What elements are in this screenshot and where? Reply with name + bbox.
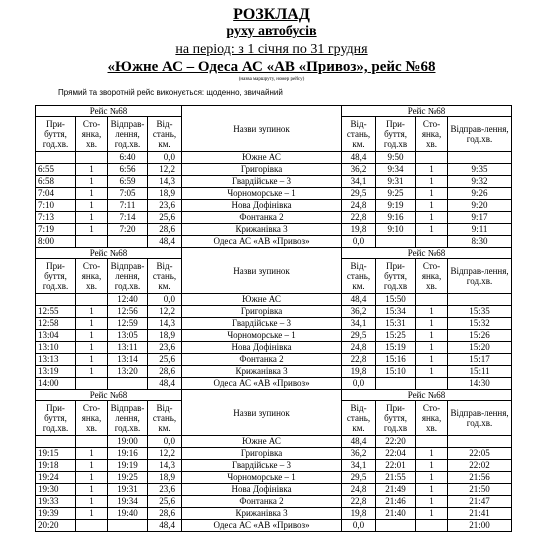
col-distance-return-header: Від-стань, км. — [342, 401, 376, 436]
return-departure-cell — [448, 436, 512, 448]
return-departure-cell: 8:30 — [448, 236, 512, 248]
return-stop-cell: 1 — [416, 188, 448, 200]
schedule-row — [36, 212, 512, 224]
schedule-row — [36, 188, 512, 200]
return-stop-cell — [416, 436, 448, 448]
col-distance-return-header: Від-стань, км. — [342, 259, 376, 294]
stop-name-cell: Одеса АС «АВ «Привоз» — [182, 520, 342, 532]
col-arrival-header: При-буття, год.хв. — [36, 401, 76, 436]
return-distance-cell: 36,2 — [342, 164, 376, 176]
trip-title-row — [36, 106, 512, 117]
col-distance-header: Від-стань, км. — [148, 401, 182, 436]
stop-name-cell: Григорівка — [182, 306, 342, 318]
distance-cell: 48,4 — [148, 236, 182, 248]
col-arrival-header: При-буття, год.хв. — [36, 117, 76, 152]
departure-cell: 19:00 — [108, 436, 148, 448]
distance-cell: 0,0 — [148, 152, 182, 164]
stop-cell: 1 — [76, 318, 108, 330]
return-arrival-cell: 21:49 — [376, 484, 416, 496]
stop-name-cell: Чорноморське – 1 — [182, 472, 342, 484]
departure-cell: 19:40 — [108, 508, 148, 520]
stop-name-cell: Крижанівка 3 — [182, 366, 342, 378]
distance-cell: 12,2 — [148, 164, 182, 176]
return-stop-cell — [416, 152, 448, 164]
return-departure-cell: 21:50 — [448, 484, 512, 496]
distance-cell: 23,6 — [148, 484, 182, 496]
distance-cell: 18,9 — [148, 472, 182, 484]
return-distance-cell: 0,0 — [342, 236, 376, 248]
distance-cell: 0,0 — [148, 436, 182, 448]
distance-cell: 23,6 — [148, 342, 182, 354]
return-arrival-cell: 15:50 — [376, 294, 416, 306]
return-distance-cell: 34,1 — [342, 318, 376, 330]
return-stop-cell: 1 — [416, 496, 448, 508]
departure-cell: 6:40 — [108, 152, 148, 164]
stop-cell: 1 — [76, 176, 108, 188]
stop-name-cell: Одеса АС «АВ «Привоз» — [182, 378, 342, 390]
arrival-cell: 19:39 — [36, 508, 76, 520]
return-stop-cell: 1 — [416, 212, 448, 224]
arrival-cell: 13:10 — [36, 342, 76, 354]
col-arrival-return-header: При-буття, год.хв — [376, 259, 416, 294]
document-title: РОЗКЛАД — [233, 6, 310, 23]
arrival-cell: 12:55 — [36, 306, 76, 318]
stop-name-cell: Крижанівка 3 — [182, 224, 342, 236]
arrival-cell: 13:13 — [36, 354, 76, 366]
departure-cell: 6:59 — [108, 176, 148, 188]
return-distance-cell: 0,0 — [342, 378, 376, 390]
distance-cell: 28,6 — [148, 508, 182, 520]
document-subtitle: руху автобусів — [226, 24, 317, 39]
departure-cell: 12:59 — [108, 318, 148, 330]
return-stop-cell: 1 — [416, 460, 448, 472]
stop-cell: 1 — [76, 460, 108, 472]
col-stop-header: Сто-янка, хв. — [76, 401, 108, 436]
departure-cell: 13:20 — [108, 366, 148, 378]
trip-title-row — [36, 390, 512, 401]
col-departure-return-header: Відправ-лення, год.хв. — [448, 259, 512, 294]
return-arrival-cell: 22:04 — [376, 448, 416, 460]
return-stop-cell — [416, 236, 448, 248]
arrival-cell: 19:24 — [36, 472, 76, 484]
stop-cell — [76, 294, 108, 306]
stop-cell: 1 — [76, 224, 108, 236]
schedule-row — [36, 164, 512, 176]
stop-name-cell: Фонтанка 2 — [182, 496, 342, 508]
return-stop-cell: 1 — [416, 366, 448, 378]
return-distance-cell: 22,8 — [342, 354, 376, 366]
schedule-row — [36, 520, 512, 532]
return-distance-cell: 48,4 — [342, 436, 376, 448]
schedule-row — [36, 366, 512, 378]
arrival-cell: 19:18 — [36, 460, 76, 472]
return-arrival-cell — [376, 378, 416, 390]
trip-title-row — [36, 248, 512, 259]
departure-cell: 12:56 — [108, 306, 148, 318]
return-distance-cell: 36,2 — [342, 306, 376, 318]
arrival-cell: 7:13 — [36, 212, 76, 224]
col-arrival-header: При-буття, год.хв. — [36, 259, 76, 294]
schedule-row — [36, 496, 512, 508]
return-arrival-cell — [376, 520, 416, 532]
schedule-table — [35, 105, 512, 532]
departure-cell — [108, 236, 148, 248]
schedule-row — [36, 306, 512, 318]
arrival-cell — [36, 294, 76, 306]
arrival-cell: 14:00 — [36, 378, 76, 390]
return-departure-cell: 22:02 — [448, 460, 512, 472]
return-distance-cell: 29,5 — [342, 472, 376, 484]
stop-cell: 1 — [76, 330, 108, 342]
distance-cell: 12,2 — [148, 448, 182, 460]
stop-name-cell: Южне АС — [182, 294, 342, 306]
return-distance-cell: 19,8 — [342, 508, 376, 520]
schedule-row — [36, 354, 512, 366]
distance-cell: 48,4 — [148, 520, 182, 532]
stop-cell: 1 — [76, 366, 108, 378]
arrival-cell: 19:33 — [36, 496, 76, 508]
return-departure-cell: 15:35 — [448, 306, 512, 318]
departure-cell: 7:20 — [108, 224, 148, 236]
arrival-cell: 7:19 — [36, 224, 76, 236]
stop-name-cell: Григорівка — [182, 448, 342, 460]
stop-cell: 1 — [76, 354, 108, 366]
col-stop-header: Сто-янка, хв. — [76, 259, 108, 294]
schedule-row — [36, 200, 512, 212]
col-arrival-return-header: При-буття, год.хв — [376, 117, 416, 152]
arrival-cell: 8:00 — [36, 236, 76, 248]
stop-cell — [76, 236, 108, 248]
departure-cell: 13:11 — [108, 342, 148, 354]
return-departure-cell: 9:35 — [448, 164, 512, 176]
return-stop-cell: 1 — [416, 342, 448, 354]
schedule-row — [36, 342, 512, 354]
return-departure-cell: 15:17 — [448, 354, 512, 366]
schedule-row — [36, 318, 512, 330]
period-line: на період: з 1 січня по 31 грудня — [175, 42, 368, 57]
trip-label-left: Рейс №68 — [36, 248, 182, 259]
stops-header: Назви зупинок — [182, 106, 342, 152]
schedule-row — [36, 472, 512, 484]
col-departure-header: Відправ-лення, год.хв. — [108, 117, 148, 152]
trip-label-right: Рейс №68 — [342, 248, 512, 259]
return-stop-cell: 1 — [416, 448, 448, 460]
return-departure-cell: 15:20 — [448, 342, 512, 354]
return-arrival-cell: 15:25 — [376, 330, 416, 342]
departure-cell: 19:34 — [108, 496, 148, 508]
schedule-row — [36, 448, 512, 460]
arrival-cell: 19:15 — [36, 448, 76, 460]
schedule-row — [36, 294, 512, 306]
distance-cell: 23,6 — [148, 200, 182, 212]
return-departure-cell: 14:30 — [448, 378, 512, 390]
return-departure-cell: 9:17 — [448, 212, 512, 224]
stop-cell: 1 — [76, 484, 108, 496]
return-departure-cell: 9:26 — [448, 188, 512, 200]
return-arrival-cell: 15:31 — [376, 318, 416, 330]
return-distance-cell: 29,5 — [342, 188, 376, 200]
return-arrival-cell: 9:31 — [376, 176, 416, 188]
trip-label-right: Рейс №68 — [342, 390, 512, 401]
stop-name-cell: Крижанівка 3 — [182, 508, 342, 520]
distance-cell: 14,3 — [148, 460, 182, 472]
return-arrival-cell: 22:01 — [376, 460, 416, 472]
return-stop-cell: 1 — [416, 164, 448, 176]
stop-cell: 1 — [76, 342, 108, 354]
col-departure-return-header: Відправ-лення, год.хв. — [448, 117, 512, 152]
stop-cell — [76, 152, 108, 164]
stop-cell: 1 — [76, 188, 108, 200]
stop-cell: 1 — [76, 212, 108, 224]
arrival-cell: 12:58 — [36, 318, 76, 330]
stop-name-cell: Чорноморське – 1 — [182, 330, 342, 342]
return-stop-cell: 1 — [416, 306, 448, 318]
col-stop-header: Сто-янка, хв. — [76, 117, 108, 152]
return-distance-cell: 19,8 — [342, 224, 376, 236]
return-departure-cell: 21:41 — [448, 508, 512, 520]
return-arrival-cell: 15:10 — [376, 366, 416, 378]
departure-cell: 6:56 — [108, 164, 148, 176]
schedule-row — [36, 176, 512, 188]
return-departure-cell: 15:26 — [448, 330, 512, 342]
return-stop-cell — [416, 378, 448, 390]
arrival-cell: 19:30 — [36, 484, 76, 496]
departure-cell: 19:16 — [108, 448, 148, 460]
return-stop-cell: 1 — [416, 176, 448, 188]
return-arrival-cell: 9:34 — [376, 164, 416, 176]
return-stop-cell: 1 — [416, 508, 448, 520]
distance-cell: 25,6 — [148, 354, 182, 366]
return-note: Прямий та зворотній рейс виконується: щоденно, звичайний — [58, 88, 283, 97]
return-stop-cell: 1 — [416, 200, 448, 212]
col-distance-header: Від-стань, км. — [148, 259, 182, 294]
return-stop-cell: 1 — [416, 484, 448, 496]
return-departure-cell: 15:32 — [448, 318, 512, 330]
return-stop-cell: 1 — [416, 354, 448, 366]
departure-cell: 7:05 — [108, 188, 148, 200]
stop-name-cell: Фонтанка 2 — [182, 212, 342, 224]
col-departure-return-header: Відправ-лення, год.хв. — [448, 401, 512, 436]
distance-cell: 48,4 — [148, 378, 182, 390]
distance-cell: 12,2 — [148, 306, 182, 318]
arrival-cell: 20:20 — [36, 520, 76, 532]
schedule-row — [36, 484, 512, 496]
arrival-cell: 6:55 — [36, 164, 76, 176]
stop-cell — [76, 520, 108, 532]
return-departure-cell: 21:47 — [448, 496, 512, 508]
return-distance-cell: 19,8 — [342, 366, 376, 378]
stop-name-cell: Григорівка — [182, 164, 342, 176]
return-arrival-cell: 21:40 — [376, 508, 416, 520]
distance-cell: 28,6 — [148, 224, 182, 236]
arrival-cell: 13:04 — [36, 330, 76, 342]
distance-cell: 25,6 — [148, 496, 182, 508]
return-arrival-cell: 21:55 — [376, 472, 416, 484]
return-distance-cell: 0,0 — [342, 520, 376, 532]
return-arrival-cell: 22:20 — [376, 436, 416, 448]
col-stop-return-header: Сто-янка, хв. — [416, 259, 448, 294]
return-stop-cell: 1 — [416, 472, 448, 484]
stop-name-cell: Чорноморське – 1 — [182, 188, 342, 200]
return-departure-cell — [448, 152, 512, 164]
departure-cell: 19:25 — [108, 472, 148, 484]
return-distance-cell: 24,8 — [342, 484, 376, 496]
return-distance-cell: 34,1 — [342, 460, 376, 472]
col-stop-return-header: Сто-янка, хв. — [416, 117, 448, 152]
stop-name-cell: Нова Дофінівка — [182, 484, 342, 496]
trip-label-left: Рейс №68 — [36, 390, 182, 401]
arrival-cell: 7:10 — [36, 200, 76, 212]
distance-cell: 0,0 — [148, 294, 182, 306]
stop-cell: 1 — [76, 306, 108, 318]
stop-name-cell: Южне АС — [182, 152, 342, 164]
stop-name-cell: Фонтанка 2 — [182, 354, 342, 366]
return-arrival-cell — [376, 236, 416, 248]
schedule-row — [36, 378, 512, 390]
departure-cell — [108, 520, 148, 532]
schedule-row — [36, 330, 512, 342]
arrival-cell — [36, 436, 76, 448]
return-distance-cell: 36,2 — [342, 448, 376, 460]
departure-cell: 12:40 — [108, 294, 148, 306]
stop-cell: 1 — [76, 448, 108, 460]
distance-cell: 14,3 — [148, 318, 182, 330]
route-line: «Южне АС – Одеса АС «АВ «Привоз», рейс №68 — [107, 59, 436, 75]
stop-name-cell: Одеса АС «АВ «Привоз» — [182, 236, 342, 248]
return-distance-cell: 48,4 — [342, 152, 376, 164]
return-arrival-cell: 15:34 — [376, 306, 416, 318]
arrival-cell: 7:04 — [36, 188, 76, 200]
distance-cell: 14,3 — [148, 176, 182, 188]
return-arrival-cell: 15:16 — [376, 354, 416, 366]
col-distance-return-header: Від-стань, км. — [342, 117, 376, 152]
return-stop-cell — [416, 294, 448, 306]
return-departure-cell: 9:20 — [448, 200, 512, 212]
schedule-row — [36, 152, 512, 164]
col-departure-header: Відправ-лення, год.хв. — [108, 401, 148, 436]
return-departure-cell: 21:00 — [448, 520, 512, 532]
return-distance-cell: 22,8 — [342, 496, 376, 508]
departure-cell — [108, 378, 148, 390]
return-departure-cell: 9:11 — [448, 224, 512, 236]
departure-cell: 13:05 — [108, 330, 148, 342]
arrival-cell: 13:19 — [36, 366, 76, 378]
trip-label-right: Рейс №68 — [342, 106, 512, 117]
trip-label-left: Рейс №68 — [36, 106, 182, 117]
distance-cell: 18,9 — [148, 330, 182, 342]
return-stop-cell: 1 — [416, 318, 448, 330]
return-arrival-cell: 9:25 — [376, 188, 416, 200]
col-distance-header: Від-стань, км. — [148, 117, 182, 152]
distance-cell: 25,6 — [148, 212, 182, 224]
stop-name-cell: Гвардійське – 3 — [182, 460, 342, 472]
col-arrival-return-header: При-буття, год.хв — [376, 401, 416, 436]
stop-cell: 1 — [76, 496, 108, 508]
return-departure-cell: 9:32 — [448, 176, 512, 188]
departure-cell: 7:14 — [108, 212, 148, 224]
stop-cell — [76, 378, 108, 390]
stop-name-cell: Южне АС — [182, 436, 342, 448]
stops-header: Назви зупинок — [182, 390, 342, 436]
departure-cell: 13:14 — [108, 354, 148, 366]
return-distance-cell: 22,8 — [342, 212, 376, 224]
stop-cell: 1 — [76, 164, 108, 176]
return-distance-cell: 48,4 — [342, 294, 376, 306]
schedule-row — [36, 236, 512, 248]
departure-cell: 19:31 — [108, 484, 148, 496]
stop-name-cell: Гвардійське – 3 — [182, 176, 342, 188]
return-distance-cell: 24,8 — [342, 342, 376, 354]
return-departure-cell: 22:05 — [448, 448, 512, 460]
return-arrival-cell: 9:10 — [376, 224, 416, 236]
arrival-cell — [36, 152, 76, 164]
return-arrival-cell: 9:50 — [376, 152, 416, 164]
return-arrival-cell: 9:19 — [376, 200, 416, 212]
stop-name-cell: Нова Дофінівка — [182, 200, 342, 212]
return-arrival-cell: 21:46 — [376, 496, 416, 508]
col-stop-return-header: Сто-янка, хв. — [416, 401, 448, 436]
arrival-cell: 6:58 — [36, 176, 76, 188]
distance-cell: 28,6 — [148, 366, 182, 378]
stop-name-cell: Гвардійське – 3 — [182, 318, 342, 330]
route-caption: (назва маршруту, номер рейсу) — [238, 77, 305, 82]
return-distance-cell: 24,8 — [342, 200, 376, 212]
distance-cell: 18,9 — [148, 188, 182, 200]
stop-cell — [76, 436, 108, 448]
schedule-row — [36, 460, 512, 472]
return-stop-cell: 1 — [416, 330, 448, 342]
stop-cell: 1 — [76, 200, 108, 212]
return-stop-cell — [416, 520, 448, 532]
stop-cell: 1 — [76, 508, 108, 520]
stop-name-cell: Нова Дофінівка — [182, 342, 342, 354]
departure-cell: 7:11 — [108, 200, 148, 212]
return-departure-cell: 15:11 — [448, 366, 512, 378]
stops-header: Назви зупинок — [182, 248, 342, 294]
return-departure-cell: 21:56 — [448, 472, 512, 484]
schedule-row — [36, 436, 512, 448]
return-departure-cell — [448, 294, 512, 306]
return-stop-cell: 1 — [416, 224, 448, 236]
schedule-row — [36, 508, 512, 520]
col-departure-header: Відправ-лення, год.хв. — [108, 259, 148, 294]
return-distance-cell: 29,5 — [342, 330, 376, 342]
return-arrival-cell: 15:19 — [376, 342, 416, 354]
return-distance-cell: 34,1 — [342, 176, 376, 188]
departure-cell: 19:19 — [108, 460, 148, 472]
schedule-row — [36, 224, 512, 236]
return-arrival-cell: 9:16 — [376, 212, 416, 224]
stop-cell: 1 — [76, 472, 108, 484]
